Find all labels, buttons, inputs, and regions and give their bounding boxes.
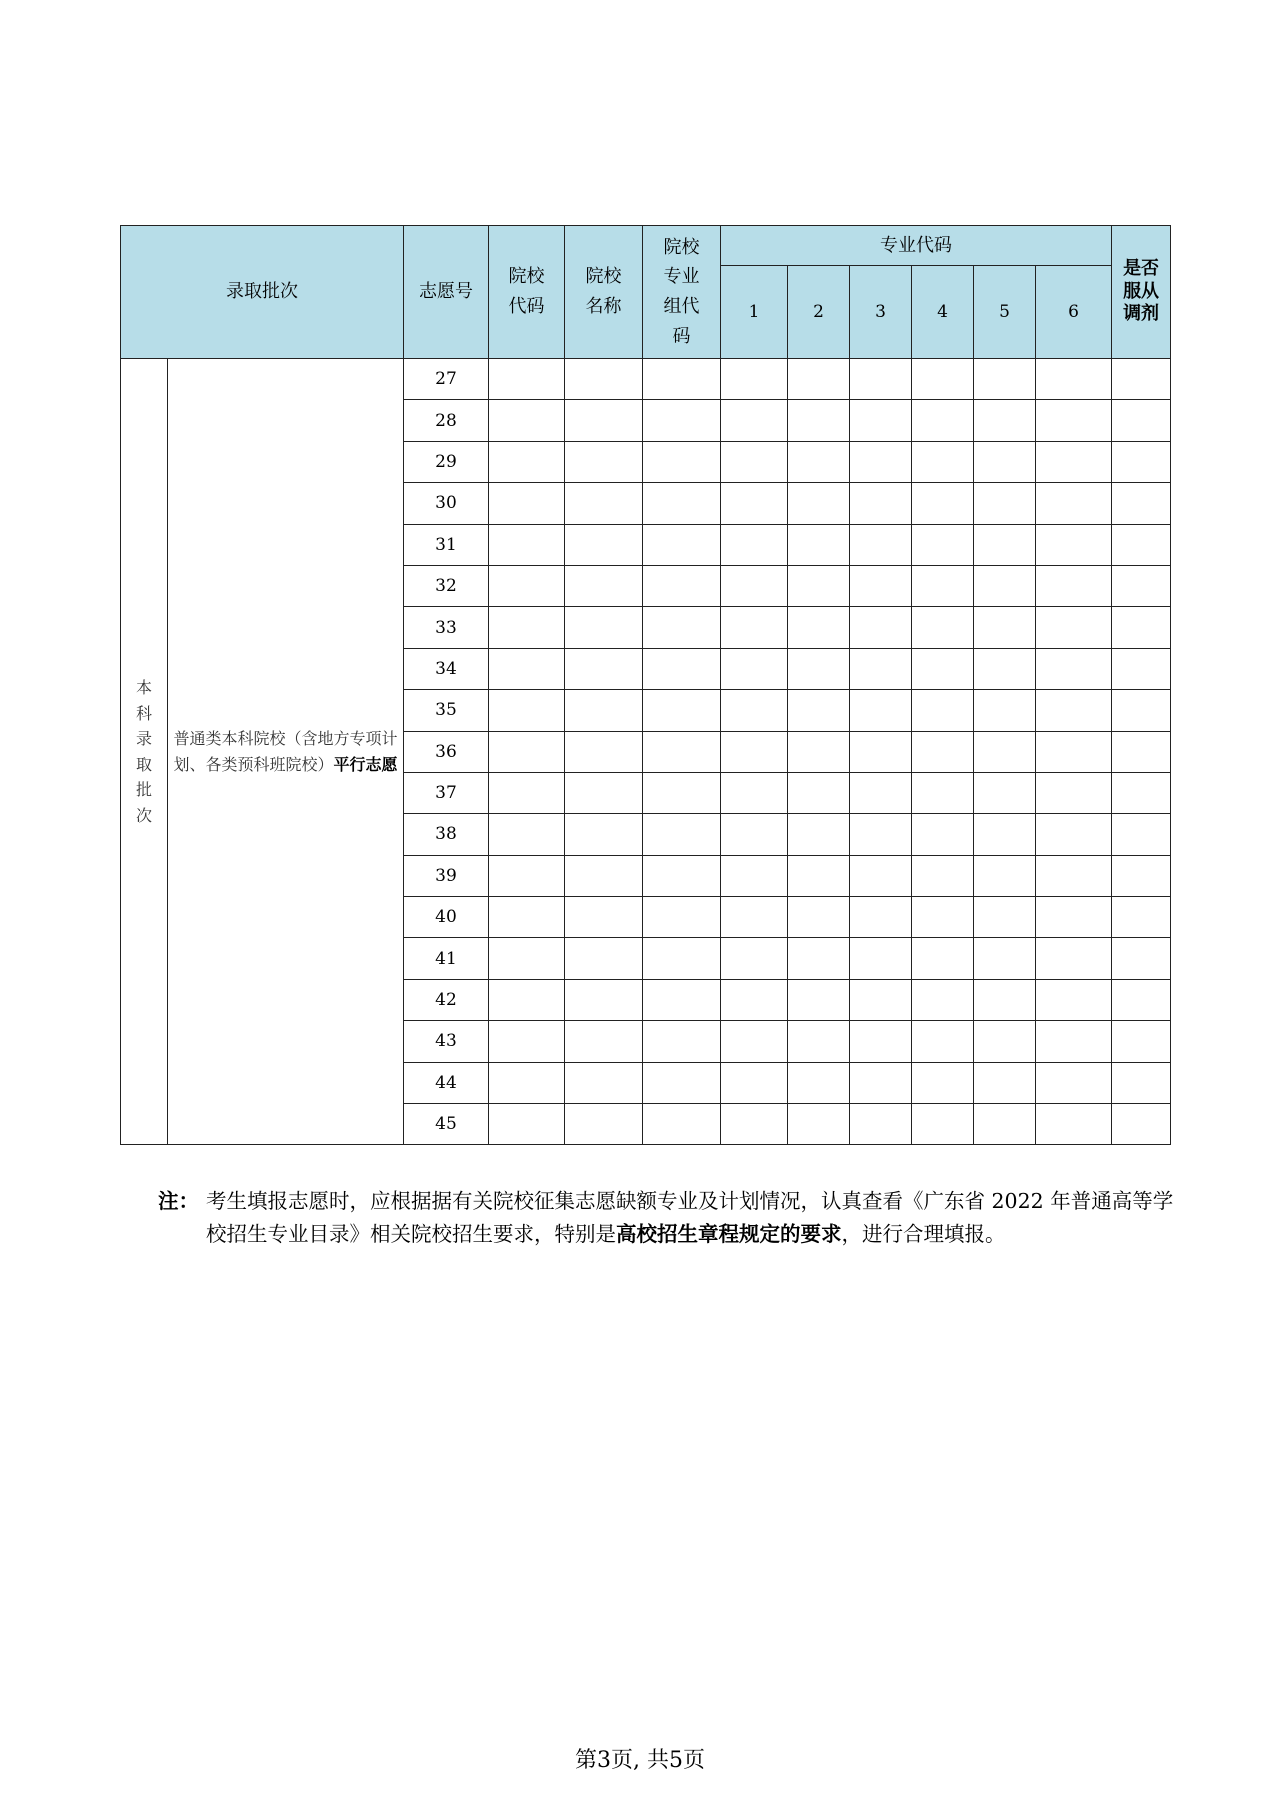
- major-1-cell[interactable]: [721, 814, 788, 855]
- major-3-cell[interactable]: [850, 359, 912, 400]
- major-6-cell[interactable]: [1036, 441, 1112, 482]
- major-5-cell[interactable]: [974, 1104, 1036, 1145]
- major-4-cell[interactable]: [912, 979, 974, 1020]
- major-1-cell[interactable]: [721, 1062, 788, 1103]
- major-4-cell[interactable]: [912, 648, 974, 689]
- major-3-cell[interactable]: [850, 855, 912, 896]
- group-code-cell[interactable]: [643, 731, 721, 772]
- major-5-cell[interactable]: [974, 441, 1036, 482]
- choice-number: 38: [404, 814, 489, 855]
- major-1-cell[interactable]: [721, 1104, 788, 1145]
- batch-cell: [121, 359, 168, 1145]
- major-6-cell[interactable]: [1036, 855, 1112, 896]
- major-4-cell[interactable]: [912, 938, 974, 979]
- school-name-cell[interactable]: [565, 441, 643, 482]
- major-1-cell[interactable]: [721, 483, 788, 524]
- major-5-cell[interactable]: [974, 359, 1036, 400]
- major-1-cell[interactable]: [721, 1021, 788, 1062]
- header-choice-no: 志愿号: [404, 226, 489, 359]
- major-3-cell[interactable]: [850, 772, 912, 813]
- major-4-cell[interactable]: [912, 772, 974, 813]
- major-6-cell[interactable]: [1036, 400, 1112, 441]
- group-code-cell[interactable]: [643, 400, 721, 441]
- header-major-slot: 6: [1036, 266, 1112, 359]
- school-code-cell[interactable]: [489, 731, 565, 772]
- major-2-cell[interactable]: [788, 483, 850, 524]
- major-3-cell[interactable]: [850, 524, 912, 565]
- header-major-slot: 3: [850, 266, 912, 359]
- major-4-cell[interactable]: [912, 607, 974, 648]
- major-5-cell[interactable]: [974, 565, 1036, 606]
- major-3-cell[interactable]: [850, 1062, 912, 1103]
- adjust-cell[interactable]: [1112, 607, 1171, 648]
- major-2-cell[interactable]: [788, 814, 850, 855]
- school-code-cell[interactable]: [489, 441, 565, 482]
- header-major-slot: 1: [721, 266, 788, 359]
- major-2-cell[interactable]: [788, 731, 850, 772]
- group-code-cell[interactable]: [643, 938, 721, 979]
- header-group-code: [643, 226, 721, 359]
- major-4-cell[interactable]: [912, 1062, 974, 1103]
- major-6-cell[interactable]: [1036, 814, 1112, 855]
- major-1-cell[interactable]: [721, 607, 788, 648]
- major-2-cell[interactable]: [788, 690, 850, 731]
- major-4-cell[interactable]: [912, 1104, 974, 1145]
- table-body: [121, 359, 1171, 1145]
- school-code-cell[interactable]: [489, 400, 565, 441]
- choice-number: 44: [404, 1062, 489, 1103]
- choice-number: 36: [404, 731, 489, 772]
- major-2-cell[interactable]: [788, 648, 850, 689]
- school-name-cell[interactable]: [565, 565, 643, 606]
- major-1-cell[interactable]: [721, 979, 788, 1020]
- major-6-cell[interactable]: [1036, 938, 1112, 979]
- major-2-cell[interactable]: [788, 979, 850, 1020]
- major-4-cell[interactable]: [912, 1021, 974, 1062]
- major-6-cell[interactable]: [1036, 731, 1112, 772]
- school-code-cell[interactable]: [489, 524, 565, 565]
- major-3-cell[interactable]: [850, 565, 912, 606]
- major-6-cell[interactable]: [1036, 607, 1112, 648]
- major-2-cell[interactable]: [788, 400, 850, 441]
- major-6-cell[interactable]: [1036, 483, 1112, 524]
- major-5-cell[interactable]: [974, 1021, 1036, 1062]
- adjust-cell[interactable]: [1112, 855, 1171, 896]
- major-6-cell[interactable]: [1036, 772, 1112, 813]
- category-cell: [168, 359, 404, 1145]
- header-school-name-text: 院校名称: [585, 266, 622, 317]
- major-6-cell[interactable]: [1036, 897, 1112, 938]
- major-4-cell[interactable]: [912, 359, 974, 400]
- school-name-cell[interactable]: [565, 607, 643, 648]
- school-code-cell[interactable]: [489, 607, 565, 648]
- major-4-cell[interactable]: [912, 690, 974, 731]
- major-1-cell[interactable]: [721, 855, 788, 896]
- major-3-cell[interactable]: [850, 814, 912, 855]
- category-text: 普通类本科院校（含地方专项计划、各类预科班院校）: [173, 729, 398, 774]
- major-1-cell[interactable]: [721, 938, 788, 979]
- header-school-code-text: 院校代码: [508, 266, 545, 317]
- major-2-cell[interactable]: [788, 524, 850, 565]
- school-name-cell[interactable]: [565, 1104, 643, 1145]
- header-school-code: [489, 226, 565, 359]
- choice-number: 35: [404, 690, 489, 731]
- header-major-slot: 2: [788, 266, 850, 359]
- choice-number: 37: [404, 772, 489, 813]
- adjust-cell[interactable]: [1112, 690, 1171, 731]
- school-code-cell[interactable]: [489, 648, 565, 689]
- major-1-cell[interactable]: [721, 565, 788, 606]
- header-adjust-text: 是否服从调剂: [1123, 258, 1160, 325]
- group-code-cell[interactable]: [643, 979, 721, 1020]
- choice-number: 43: [404, 1021, 489, 1062]
- note-text-before: 考生填报志愿时，应根据据有关院校征集志愿缺额专业及计划情况，认真查看《广东省 2022 年普通高等学校招生专业目录》相关院校招生要求，特别是: [206, 1189, 1174, 1246]
- major-1-cell[interactable]: [721, 359, 788, 400]
- school-code-cell[interactable]: [489, 814, 565, 855]
- major-5-cell[interactable]: [974, 731, 1036, 772]
- major-3-cell[interactable]: [850, 897, 912, 938]
- group-code-cell[interactable]: [643, 1062, 721, 1103]
- group-code-cell[interactable]: [643, 772, 721, 813]
- major-1-cell[interactable]: [721, 648, 788, 689]
- school-name-cell[interactable]: [565, 483, 643, 524]
- choice-number: 45: [404, 1104, 489, 1145]
- major-3-cell[interactable]: [850, 400, 912, 441]
- adjust-cell[interactable]: [1112, 1104, 1171, 1145]
- batch-label: 本科录取批次: [135, 677, 152, 825]
- school-code-cell[interactable]: [489, 772, 565, 813]
- school-name-cell[interactable]: [565, 772, 643, 813]
- major-2-cell[interactable]: [788, 772, 850, 813]
- school-name-cell[interactable]: [565, 690, 643, 731]
- adjust-cell[interactable]: [1112, 897, 1171, 938]
- major-4-cell[interactable]: [912, 524, 974, 565]
- major-6-cell[interactable]: [1036, 979, 1112, 1020]
- major-6-cell[interactable]: [1036, 1062, 1112, 1103]
- school-name-cell[interactable]: [565, 938, 643, 979]
- adjust-cell[interactable]: [1112, 731, 1171, 772]
- choice-number: 42: [404, 979, 489, 1020]
- adjust-cell[interactable]: [1112, 772, 1171, 813]
- major-5-cell[interactable]: [974, 648, 1036, 689]
- group-code-cell[interactable]: [643, 607, 721, 648]
- major-5-cell[interactable]: [974, 814, 1036, 855]
- school-name-cell[interactable]: [565, 524, 643, 565]
- major-3-cell[interactable]: [850, 483, 912, 524]
- major-1-cell[interactable]: [721, 731, 788, 772]
- page-footer: 第3页, 共5页: [575, 1748, 705, 1773]
- major-1-cell[interactable]: [721, 897, 788, 938]
- major-5-cell[interactable]: [974, 483, 1036, 524]
- group-code-cell[interactable]: [643, 814, 721, 855]
- major-3-cell[interactable]: [850, 1021, 912, 1062]
- major-3-cell[interactable]: [850, 1104, 912, 1145]
- major-6-cell[interactable]: [1036, 1021, 1112, 1062]
- major-4-cell[interactable]: [912, 897, 974, 938]
- school-name-cell[interactable]: [565, 400, 643, 441]
- header-major-slot: 5: [974, 266, 1036, 359]
- group-code-cell[interactable]: [643, 855, 721, 896]
- group-code-cell[interactable]: [643, 565, 721, 606]
- major-3-cell[interactable]: [850, 607, 912, 648]
- major-6-cell[interactable]: [1036, 1104, 1112, 1145]
- choice-number: 31: [404, 524, 489, 565]
- major-2-cell[interactable]: [788, 1104, 850, 1145]
- choice-number: 34: [404, 648, 489, 689]
- adjust-cell[interactable]: [1112, 565, 1171, 606]
- volunteer-table: [120, 225, 1171, 1145]
- school-name-cell[interactable]: [565, 897, 643, 938]
- school-name-cell[interactable]: [565, 855, 643, 896]
- major-2-cell[interactable]: [788, 607, 850, 648]
- major-2-cell[interactable]: [788, 897, 850, 938]
- major-5-cell[interactable]: [974, 979, 1036, 1020]
- major-2-cell[interactable]: [788, 441, 850, 482]
- note-strong: 高校招生章程规定的要求: [616, 1221, 842, 1246]
- major-2-cell[interactable]: [788, 359, 850, 400]
- note-body: [206, 1185, 1178, 1251]
- major-5-cell[interactable]: [974, 938, 1036, 979]
- table-row: [121, 359, 1171, 400]
- adjust-cell[interactable]: [1112, 979, 1171, 1020]
- note-text-after: ，进行合理填报。: [841, 1221, 1006, 1246]
- major-6-cell[interactable]: [1036, 565, 1112, 606]
- choice-number: 41: [404, 938, 489, 979]
- school-name-cell[interactable]: [565, 814, 643, 855]
- school-code-cell[interactable]: [489, 483, 565, 524]
- group-code-cell[interactable]: [643, 524, 721, 565]
- adjust-cell[interactable]: [1112, 648, 1171, 689]
- adjust-cell[interactable]: [1112, 441, 1171, 482]
- major-5-cell[interactable]: [974, 524, 1036, 565]
- major-5-cell[interactable]: [974, 897, 1036, 938]
- major-3-cell[interactable]: [850, 979, 912, 1020]
- school-name-cell[interactable]: [565, 1021, 643, 1062]
- major-4-cell[interactable]: [912, 441, 974, 482]
- choice-number: 30: [404, 483, 489, 524]
- group-code-cell[interactable]: [643, 1021, 721, 1062]
- school-name-cell[interactable]: [565, 979, 643, 1020]
- choice-number: 29: [404, 441, 489, 482]
- major-1-cell[interactable]: [721, 524, 788, 565]
- major-3-cell[interactable]: [850, 938, 912, 979]
- major-4-cell[interactable]: [912, 400, 974, 441]
- group-code-cell[interactable]: [643, 359, 721, 400]
- major-2-cell[interactable]: [788, 855, 850, 896]
- choice-number: 40: [404, 897, 489, 938]
- school-code-cell[interactable]: [489, 1104, 565, 1145]
- group-code-cell[interactable]: [643, 483, 721, 524]
- major-3-cell[interactable]: [850, 731, 912, 772]
- adjust-cell[interactable]: [1112, 1062, 1171, 1103]
- adjust-cell[interactable]: [1112, 483, 1171, 524]
- school-code-cell[interactable]: [489, 690, 565, 731]
- major-6-cell[interactable]: [1036, 648, 1112, 689]
- major-5-cell[interactable]: [974, 855, 1036, 896]
- adjust-cell[interactable]: [1112, 359, 1171, 400]
- note-label: 注：: [158, 1189, 199, 1213]
- school-name-cell[interactable]: [565, 731, 643, 772]
- major-3-cell[interactable]: [850, 441, 912, 482]
- school-code-cell[interactable]: [489, 938, 565, 979]
- school-code-cell[interactable]: [489, 565, 565, 606]
- major-5-cell[interactable]: [974, 690, 1036, 731]
- major-2-cell[interactable]: [788, 565, 850, 606]
- major-6-cell[interactable]: [1036, 524, 1112, 565]
- category-strong: 平行志愿: [333, 754, 398, 774]
- adjust-cell[interactable]: [1112, 524, 1171, 565]
- header-batch: 录取批次: [121, 226, 404, 359]
- adjust-cell[interactable]: [1112, 814, 1171, 855]
- header-adjust: [1112, 226, 1171, 359]
- header-school-name: [565, 226, 643, 359]
- group-code-cell[interactable]: [643, 441, 721, 482]
- school-name-cell[interactable]: [565, 648, 643, 689]
- major-1-cell[interactable]: [721, 400, 788, 441]
- group-code-cell[interactable]: [643, 1104, 721, 1145]
- major-5-cell[interactable]: [974, 607, 1036, 648]
- school-code-cell[interactable]: [489, 897, 565, 938]
- major-4-cell[interactable]: [912, 731, 974, 772]
- header-major-code: 专业代码: [721, 226, 1112, 266]
- school-code-cell[interactable]: [489, 359, 565, 400]
- school-code-cell[interactable]: [489, 979, 565, 1020]
- major-4-cell[interactable]: [912, 814, 974, 855]
- choice-number: 27: [404, 359, 489, 400]
- major-2-cell[interactable]: [788, 1062, 850, 1103]
- major-5-cell[interactable]: [974, 1062, 1036, 1103]
- major-2-cell[interactable]: [788, 938, 850, 979]
- header-group-code-text: 院校专业组代码: [663, 236, 700, 347]
- choice-number: 39: [404, 855, 489, 896]
- major-4-cell[interactable]: [912, 855, 974, 896]
- group-code-cell[interactable]: [643, 897, 721, 938]
- major-2-cell[interactable]: [788, 1021, 850, 1062]
- major-3-cell[interactable]: [850, 690, 912, 731]
- major-1-cell[interactable]: [721, 690, 788, 731]
- school-name-cell[interactable]: [565, 359, 643, 400]
- adjust-cell[interactable]: [1112, 938, 1171, 979]
- major-4-cell[interactable]: [912, 565, 974, 606]
- group-code-cell[interactable]: [643, 690, 721, 731]
- choice-number: 33: [404, 607, 489, 648]
- major-5-cell[interactable]: [974, 400, 1036, 441]
- group-code-cell[interactable]: [643, 648, 721, 689]
- school-code-cell[interactable]: [489, 855, 565, 896]
- school-name-cell[interactable]: [565, 1062, 643, 1103]
- major-3-cell[interactable]: [850, 648, 912, 689]
- choice-number: 28: [404, 400, 489, 441]
- major-4-cell[interactable]: [912, 483, 974, 524]
- choice-number: 32: [404, 565, 489, 606]
- note: [158, 1185, 1178, 1251]
- school-code-cell[interactable]: [489, 1062, 565, 1103]
- header-major-slot: 4: [912, 266, 974, 359]
- major-6-cell[interactable]: [1036, 690, 1112, 731]
- adjust-cell[interactable]: [1112, 400, 1171, 441]
- major-1-cell[interactable]: [721, 772, 788, 813]
- major-5-cell[interactable]: [974, 772, 1036, 813]
- major-6-cell[interactable]: [1036, 359, 1112, 400]
- adjust-cell[interactable]: [1112, 1021, 1171, 1062]
- major-1-cell[interactable]: [721, 441, 788, 482]
- school-code-cell[interactable]: [489, 1021, 565, 1062]
